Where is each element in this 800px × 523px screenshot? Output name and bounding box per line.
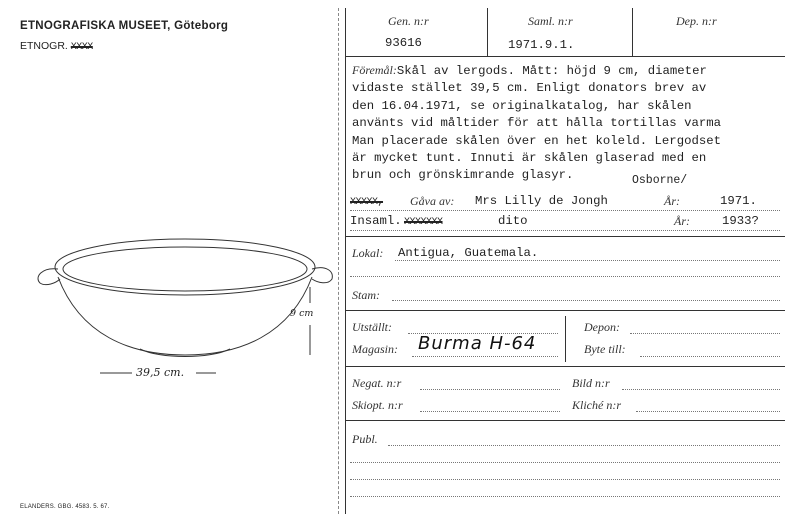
depon-line (630, 333, 780, 334)
height-label: 9 cm (290, 308, 314, 319)
acq-struck-text: XXXXX, (350, 197, 384, 208)
insaml-struck (404, 214, 443, 228)
utstallt-label: Utställt: (352, 320, 393, 334)
bowl-handle-right (312, 268, 332, 283)
description-block (352, 62, 792, 185)
bild-label: Bild n:r (572, 376, 610, 390)
saml-label: Saml. n:r (528, 14, 573, 28)
ar2-value: 1933? (722, 214, 759, 228)
gava-value: Mrs Lilly de Jongh (475, 194, 608, 208)
bowl-sketch (20, 225, 340, 385)
storage-row-bottom (345, 366, 785, 367)
description-line-1: Skål av lergods. Mått: höjd 9 cm, diameter (396, 64, 707, 78)
gen-value: 93616 (385, 36, 422, 50)
publ-line-3 (350, 479, 780, 480)
etnogr-label: ETNOGR. (20, 40, 68, 52)
byte-line (640, 356, 780, 357)
negat-line (420, 389, 560, 390)
storage-divider (565, 316, 566, 362)
bowl-rim-inner (63, 247, 307, 291)
width-label: 39,5 cm. (136, 366, 185, 379)
ar2-label: År: (674, 214, 690, 228)
stam-label: Stam: (352, 288, 380, 302)
publ-line-4 (350, 496, 780, 497)
museum-city: Göteborg (174, 20, 229, 32)
saml-value: 1971.9.1. (508, 38, 575, 52)
bowl-body (58, 277, 312, 355)
insaml-value: dito (498, 214, 528, 228)
numbers-divider-1 (487, 8, 488, 56)
publ-line-2 (350, 462, 780, 463)
magasin-value: Burma H-64 (418, 333, 537, 354)
etnogr-line (20, 40, 93, 53)
acq-struck-prefix (350, 194, 383, 208)
right-panel-left-border (345, 8, 346, 514)
skiopt-label: Skiopt. n:r (352, 398, 403, 412)
skiopt-line (420, 411, 560, 412)
numbers-divider-2 (632, 8, 633, 56)
byte-label: Byte till: (584, 342, 626, 356)
description-line-2: vidaste stället 39,5 cm. Enligt donators brev av (352, 81, 707, 96)
gava-label: Gåva av: (410, 194, 455, 208)
description-line-6: är mycket tunt. Innuti är skålen glaserad med en (352, 151, 707, 166)
gava-line (350, 210, 780, 211)
publ-line-1 (388, 445, 780, 446)
magasin-label: Magasin: (352, 342, 398, 356)
stam-line (392, 300, 780, 301)
numbers-row-bottom (345, 56, 785, 57)
lokal-line-2 (350, 276, 780, 277)
description-line-5: Man placerade skålen över en het koleld. Lergodset (352, 133, 721, 148)
bild-line (622, 389, 780, 390)
kliche-line (636, 411, 780, 412)
description-label: Föremål: (352, 63, 397, 77)
card-divider (338, 8, 339, 514)
lokal-label: Lokal: (352, 246, 384, 260)
publ-label: Publ. (352, 432, 378, 446)
negat-label: Negat. n:r (352, 376, 402, 390)
description-line-4: använts vid måltider för att hålla tortillas varma (352, 116, 721, 131)
lokal-value: Antigua, Guatemala. (398, 246, 539, 260)
dep-label: Dep. n:r (676, 14, 717, 28)
magasin-line (412, 356, 558, 357)
ar-value: 1971. (720, 194, 757, 208)
insaml-line (350, 230, 780, 231)
depon-label: Depon: (584, 320, 620, 334)
museum-name-text: ETNOGRAFISKA MUSEET, (20, 20, 171, 32)
etnogr-struck-text: XXXX (70, 42, 93, 53)
acq-row-bottom (345, 236, 785, 237)
lokal-line-1 (395, 260, 780, 261)
gava-insert: Osborne/ (632, 174, 688, 187)
ar-label: År: (664, 194, 680, 208)
photo-row-bottom (345, 420, 785, 421)
description-line-7: brun och grönskimrande glasyr. (352, 168, 574, 183)
museum-name (20, 20, 228, 32)
stam-row-bottom (345, 310, 785, 311)
kliche-label: Kliché n:r (572, 398, 621, 412)
description-line-3: den 16.04.1971, se originalkatalog, har skålen (352, 98, 692, 113)
gen-label: Gen. n:r (388, 14, 429, 28)
insaml-struck-text: XXXXXXX (404, 217, 443, 228)
printer-imprint: ELANDERS. GBG. 4583. 5. 67. (20, 504, 110, 510)
insaml-label: Insaml. (350, 214, 402, 228)
